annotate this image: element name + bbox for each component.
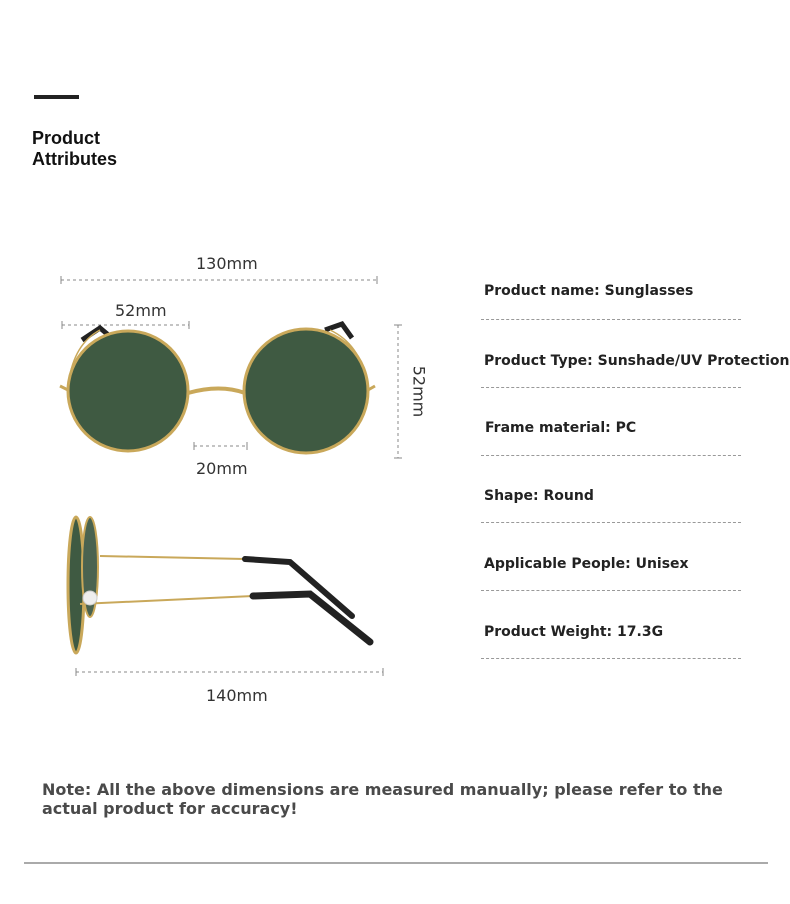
- divider: [481, 387, 741, 388]
- attribute-product-weight: Product Weight: 17.3G: [484, 624, 664, 640]
- divider: [481, 455, 741, 456]
- side-view: [68, 517, 370, 653]
- front-view: [60, 324, 375, 453]
- measurement-note: Note: All the above dimensions are measured manually; please refer to the actual product for accuracy!: [42, 780, 723, 818]
- divider: [481, 590, 741, 591]
- section-title: Product Attributes: [32, 128, 117, 169]
- attribute-frame-material: Frame material: PC: [485, 420, 637, 436]
- total-width-label: 130mm: [196, 254, 258, 273]
- bridge-width-label: 20mm: [196, 459, 248, 478]
- temple-length-label: 140mm: [206, 686, 268, 705]
- attribute-shape: Shape: Round: [484, 488, 594, 504]
- bottom-divider: [24, 862, 768, 864]
- divider: [481, 658, 741, 659]
- lens-height-label: 52mm: [409, 365, 429, 418]
- divider: [481, 522, 741, 523]
- attribute-product-name: Product name: Sunglasses: [484, 283, 694, 299]
- attribute-applicable-people: Applicable People: Unisex: [484, 556, 689, 572]
- attribute-product-type: Product Type: Sunshade/UV Protection: [484, 353, 790, 369]
- lens-width-label: 52mm: [115, 301, 167, 320]
- divider: [481, 319, 741, 320]
